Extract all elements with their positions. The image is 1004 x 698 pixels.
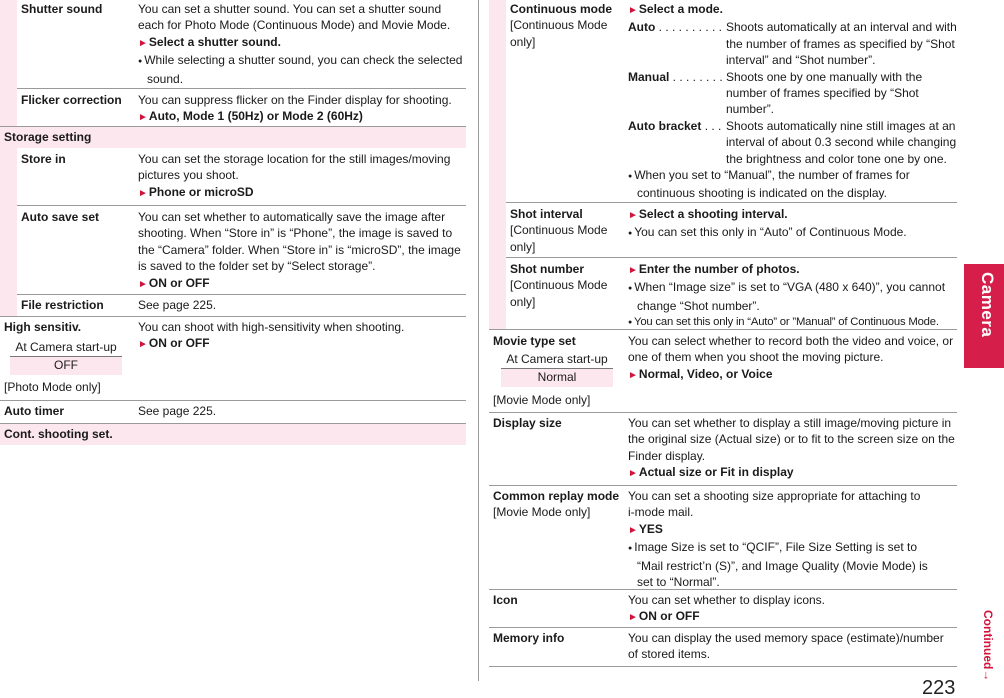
continuous-mode-row: [506, 0, 957, 202]
row-desc: [138, 151, 468, 202]
row-label: Auto save set: [21, 210, 100, 224]
setting-option: ► Enter the number of photos.: [628, 261, 962, 279]
mode-item: [628, 118, 958, 167]
mode-note: [Movie Mode only]: [493, 393, 591, 407]
section-label: Cont. shooting set.: [4, 427, 113, 441]
left-group-bar: [0, 148, 17, 316]
row-label: Movie type set: [493, 334, 576, 348]
row-label: High sensitiv.: [4, 320, 82, 334]
row-desc: [138, 209, 468, 293]
shutter-sound-row: [17, 0, 466, 88]
label-text: Common replay mode: [493, 489, 620, 503]
display-size-row: [489, 412, 957, 485]
desc-text: You can suppress flicker on the Finder display for shooting.: [138, 93, 452, 107]
row-desc: [628, 630, 957, 663]
row-desc: [138, 319, 458, 354]
auto-save-row: [17, 205, 466, 293]
desc-text: You can set whether to display a still image/moving picture in the original size (Actual size) or to fit to the screen size on the Finder display.: [628, 416, 955, 463]
shot-number-row: [506, 257, 957, 330]
note: ● You can set this only in “Auto” of Continuous Mode.: [628, 224, 958, 242]
desc-text: You can shoot with high-sensitivity when shooting.: [138, 320, 405, 334]
row-label: [510, 1, 618, 50]
row-label: Shutter sound: [21, 2, 103, 16]
memory-info-row: [489, 627, 957, 667]
mode-text: Shoots automatically nine still images at an interval of about 0.3 second while changing the brightness and color tone one by one.: [726, 118, 957, 166]
left-table: [0, 0, 466, 446]
setting-option: ► Phone or microSD: [138, 184, 468, 202]
mode-note: [Photo Mode only]: [4, 380, 101, 394]
movie-type-row: [489, 329, 957, 412]
note: ● When you set to “Manual”, the number of frames for continuous shooting is indicated on the display.: [628, 167, 958, 202]
row-label: File restriction: [21, 298, 104, 312]
row-label: Icon: [493, 593, 518, 607]
common-replay-row: [489, 485, 957, 589]
default-value: OFF: [10, 357, 122, 375]
shot-interval-row: [506, 202, 957, 257]
desc-text: You can set a shutter sound. You can set a shutter sound each for Photo Mode (Continuous Mode) and Movie Mode.: [138, 2, 451, 33]
setting-option: ► Auto, Mode 1 (50Hz) or Mode 2 (60Hz): [138, 108, 468, 126]
store-in-row: [17, 148, 466, 204]
row-desc: [628, 206, 958, 243]
note: ● Image Size is set to “QCIF”, File Size Setting is set to “Mail restrict’n (S)”, and Image Quality (Movie Mode) is set to “Normal”.: [628, 539, 928, 590]
storage-setting-band: [0, 126, 466, 148]
default-value-box: [501, 351, 613, 387]
setting-option: ► ON or OFF: [138, 335, 458, 353]
page-number: 223: [922, 677, 956, 698]
label-text: Shot number: [510, 262, 584, 276]
row-desc: See page 225.: [138, 298, 217, 312]
mode-note: [Movie Mode only]: [493, 505, 591, 520]
icon-row: [489, 589, 957, 627]
row-label: Store in: [21, 152, 66, 166]
mode-note: [Continuous Mode only]: [510, 223, 608, 254]
row-desc: [138, 92, 468, 127]
setting-option: ► Select a mode.: [628, 1, 958, 19]
default-value: Normal: [501, 369, 613, 387]
continued-marker: [980, 610, 1000, 690]
setting-option: ► Normal, Video, or Voice: [628, 366, 957, 384]
mode-text: Shoots one by one manually with the number of frames specified by “Shot number”.: [726, 69, 923, 117]
mode-note: [Continuous Mode only]: [510, 18, 608, 49]
file-restriction-row: [17, 294, 466, 316]
row-label: Memory info: [493, 631, 565, 645]
label-text: Continuous mode: [510, 2, 612, 16]
right-table: [489, 0, 957, 667]
mode-key: Auto . . . . . . . . . .: [628, 20, 723, 35]
mode-note: [Continuous Mode only]: [510, 278, 608, 309]
mode-item: [628, 19, 958, 68]
high-sensitiv-row: [0, 316, 466, 400]
setting-option: ► Select a shooting interval.: [628, 206, 958, 224]
desc-text: You can display the used memory space (estimate)/number of stored items.: [628, 631, 944, 662]
left-group-bar: [0, 0, 17, 126]
section-label: Storage setting: [4, 130, 92, 144]
mode-text: Shoots automatically at an interval and with the number of frames as specified by “Shot interval” and “Shot number”.: [726, 20, 957, 68]
row-label: [510, 261, 618, 310]
row-desc: [628, 592, 957, 627]
desc-text: You can set whether to display icons.: [628, 593, 826, 607]
default-header: At Camera start-up: [501, 351, 613, 369]
mode-key: Manual . . . . . . . .: [628, 69, 723, 84]
row-desc: [628, 261, 962, 332]
default-value-box: [10, 339, 122, 375]
row-desc: [138, 1, 468, 87]
note: ● When “Image size” is set to “VGA (480 x 640)”, you cannot change “Shot number”.: [628, 279, 962, 314]
setting-option: ► Actual size or Fit in display: [628, 464, 957, 482]
note: ● You can set this only in “Auto” or ”Manual” of Continuous Mode.: [628, 314, 962, 331]
row-label: Flicker correction: [21, 93, 122, 107]
row-desc: [628, 488, 928, 590]
section-tab-label: Camera: [978, 272, 997, 338]
setting-option: ► YES: [628, 521, 928, 539]
setting-option: ► ON or OFF: [628, 608, 957, 626]
desc-text: You can select whether to record both the video and voice, or one of them when you shoot the moving picture.: [628, 334, 954, 365]
cont-shooting-band: [0, 423, 466, 445]
desc-text: You can set the storage location for the still images/moving pictures you shoot.: [138, 152, 451, 183]
setting-option: ► Select a shutter sound.: [138, 34, 468, 52]
continued-label: Continued→: [981, 610, 995, 682]
row-desc: [628, 1, 958, 202]
desc-text: You can set a shooting size appropriate for attaching to i-mode mail.: [628, 489, 921, 520]
row-desc: [628, 415, 957, 483]
row-label: [493, 488, 623, 521]
row-label: [510, 206, 618, 255]
auto-timer-row: [0, 400, 466, 423]
row-desc: [628, 333, 957, 384]
right-group-bar: [489, 0, 506, 330]
row-label: Display size: [493, 416, 562, 430]
flicker-row: [17, 88, 466, 126]
default-header: At Camera start-up: [10, 339, 122, 357]
note: ● While selecting a shutter sound, you can check the selected sound.: [138, 52, 468, 87]
row-desc: See page 225.: [138, 404, 217, 418]
mode-key: Auto bracket . . .: [628, 118, 722, 133]
mode-item: [628, 69, 958, 118]
row-label: Auto timer: [4, 404, 64, 418]
section-tab: [964, 264, 1004, 368]
column-divider: [478, 0, 479, 681]
setting-option: ► ON or OFF: [138, 275, 468, 293]
desc-text: You can set whether to automatically save the image after shooting. When “Store in” is “Phone”, the image is saved to the “Camera” folder. When “Store in” is “microSD”, the image is saved to the folder set by “Select storage”.: [138, 210, 461, 274]
label-text: Shot interval: [510, 207, 583, 221]
